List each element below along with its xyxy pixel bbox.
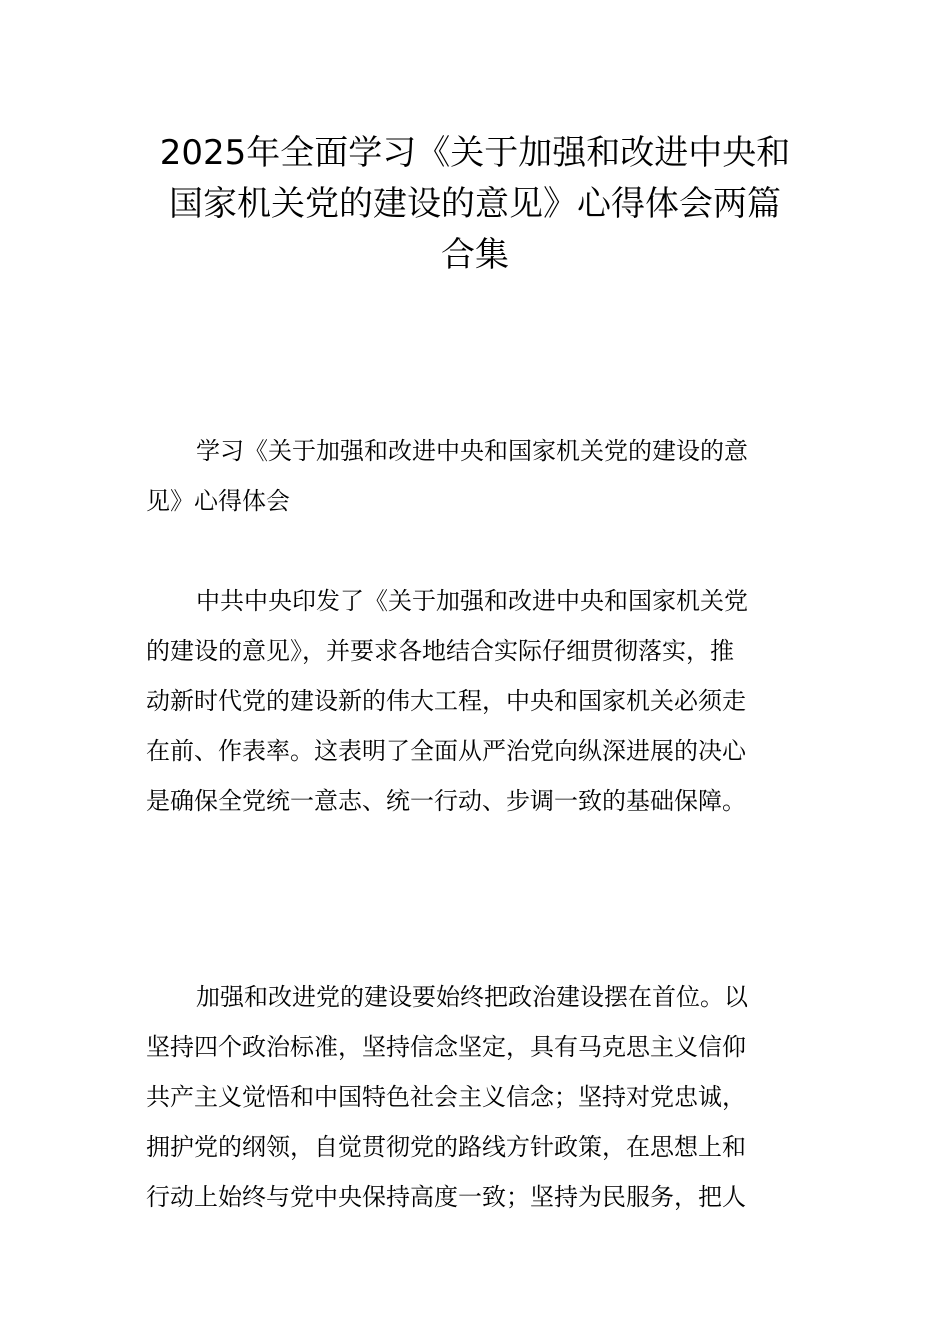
paragraph-1-line-3: 动新时代党的建设新的伟大工程，中央和国家机关必须走 bbox=[146, 687, 746, 715]
title-line-3: 合集 bbox=[441, 235, 509, 275]
paragraph-2-line-5: 行动上始终与党中央保持高度一致；坚持为民服务，把人 bbox=[146, 1183, 746, 1211]
paragraph-1-line-1: 中共中央印发了《关于加强和改进中央和国家机关党 bbox=[196, 587, 748, 615]
paragraph-1-line-4: 在前、作表率。这表明了全面从严治党向纵深进展的决心 bbox=[146, 737, 746, 765]
paragraph-1 bbox=[146, 576, 808, 826]
heading-line-2: 见》心得体会 bbox=[146, 487, 290, 515]
paragraph-2-line-1: 加强和改进党的建设要始终把政治建设摆在首位。以 bbox=[196, 983, 748, 1011]
paragraph-2 bbox=[146, 972, 808, 1222]
document-title bbox=[140, 128, 810, 281]
title-line-1: 2025年全面学习《关于加强和改进中央和 bbox=[159, 133, 791, 173]
paragraph-2-line-2: 坚持四个政治标准，坚持信念坚定，具有马克思主义信仰 bbox=[146, 1033, 746, 1061]
section-heading bbox=[146, 426, 808, 526]
paragraph-2-line-4: 拥护党的纲领，自觉贯彻党的路线方针政策，在思想上和 bbox=[146, 1133, 746, 1161]
paragraph-2-line-3: 共产主义觉悟和中国特色社会主义信念；坚持对党忠诚， bbox=[146, 1083, 746, 1111]
title-line-2: 国家机关党的建设的意见》心得体会两篇 bbox=[169, 184, 781, 224]
heading-line-1: 学习《关于加强和改进中央和国家机关党的建设的意 bbox=[196, 437, 748, 465]
paragraph-1-line-5: 是确保全党统一意志、统一行动、步调一致的基础保障。 bbox=[146, 787, 746, 815]
paragraph-1-line-2: 的建设的意见》，并要求各地结合实际仔细贯彻落实，推 bbox=[146, 637, 734, 665]
